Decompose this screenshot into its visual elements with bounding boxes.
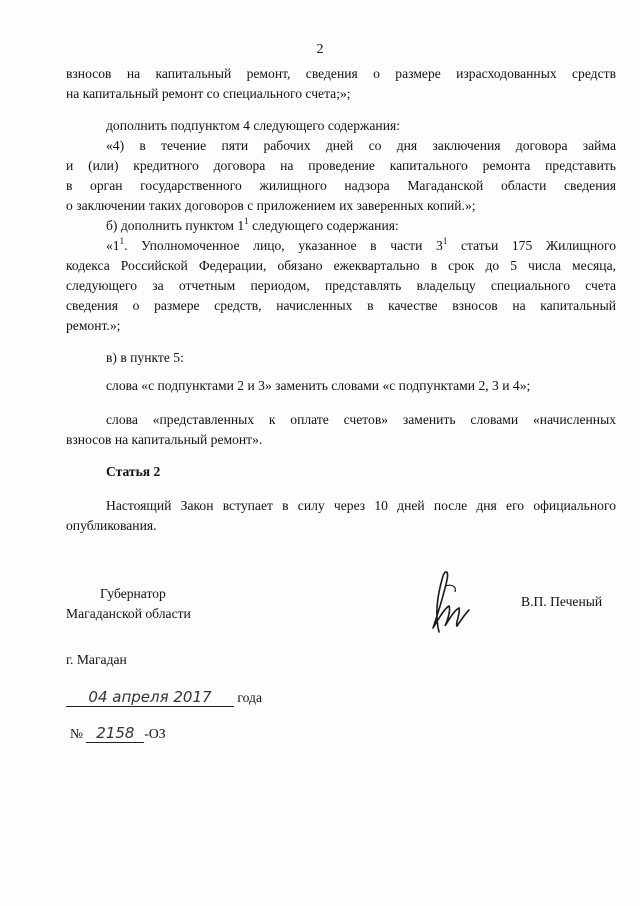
page-number: 2 [316, 42, 324, 57]
handwritten-date: 04 апреля 2017 [66, 688, 234, 707]
paragraph-1 [66, 64, 616, 104]
text-run: статьи 175 Жилищного [447, 238, 616, 253]
text-line: на капитальный ремонт со специального счета;»; [66, 86, 351, 101]
signatory-name: В.П. Печеный [521, 594, 603, 609]
handwritten-signature [425, 566, 473, 638]
number-suffix: -ОЗ [144, 726, 166, 741]
text-run: б) дополнить пунктом 1 [106, 218, 245, 233]
text-line: в орган государственного жилищного надзора Магаданской области сведения [66, 178, 616, 193]
signatory-title-line2: Магаданской области [66, 606, 191, 621]
paragraph-9 [66, 496, 616, 536]
paragraph-8 [66, 410, 616, 450]
signatory-title-line1: Губернатор [100, 586, 166, 601]
text-run: «1 [106, 238, 120, 253]
paragraph-2: дополнить подпунктом 4 следующего содержания: [106, 118, 401, 133]
number-prefix: № [70, 726, 83, 741]
text-line: слова «представленных к оплате счетов» заменить словами «начисленных [106, 412, 616, 427]
city: г. Магадан [66, 652, 127, 667]
text-line: «4) в течение пяти рабочих дней со дня заключения договора займа [106, 138, 616, 153]
paragraph-7: слова «с подпунктами 2 и 3» заменить словами «с подпунктами 2, 3 и 4»; [106, 378, 531, 393]
paragraph-5 [66, 236, 616, 336]
law-number-line [70, 724, 166, 743]
date-line [66, 688, 262, 707]
superscript: 1 [244, 216, 249, 226]
text-line: следующего за отчетным периодом, представлять владельцу специального счета [66, 278, 616, 293]
article-heading: Статья 2 [106, 464, 161, 479]
text-line: взносов на капитальный ремонт». [66, 432, 263, 447]
paragraph-4 [66, 216, 616, 236]
signatory-title [66, 584, 191, 624]
text-run: следующего содержания: [248, 218, 399, 233]
text-line: ремонт.»; [66, 318, 121, 333]
text-line: опубликования. [66, 518, 157, 533]
text-line: и (или) кредитного договора на проведение капитального ремонта представить [66, 158, 616, 173]
text-run: . Уполномоченное лицо, указанное в части 3 [124, 238, 443, 253]
handwritten-number: 2158 [86, 724, 144, 743]
text-line: о заключении таких договоров с приложением их заверенных копий.»; [66, 198, 476, 213]
text-line: сведения о размере средств, начисленных в качестве взносов на капитальный [66, 298, 616, 313]
paragraph-6: в) в пункте 5: [106, 350, 184, 365]
superscript: 1 [119, 236, 125, 246]
text-line: взносов на капитальный ремонт, сведения о размере израсходованных средств [66, 66, 616, 81]
date-suffix: года [237, 690, 262, 705]
text-line [66, 236, 616, 256]
text-line: кодекса Российской Федерации, обязано ежеквартально в срок до 5 числа месяца, [66, 258, 616, 273]
superscript: 1 [442, 236, 448, 246]
paragraph-3 [66, 136, 616, 216]
text-line: Настоящий Закон вступает в силу через 10 дней после дня его официального [106, 498, 616, 513]
